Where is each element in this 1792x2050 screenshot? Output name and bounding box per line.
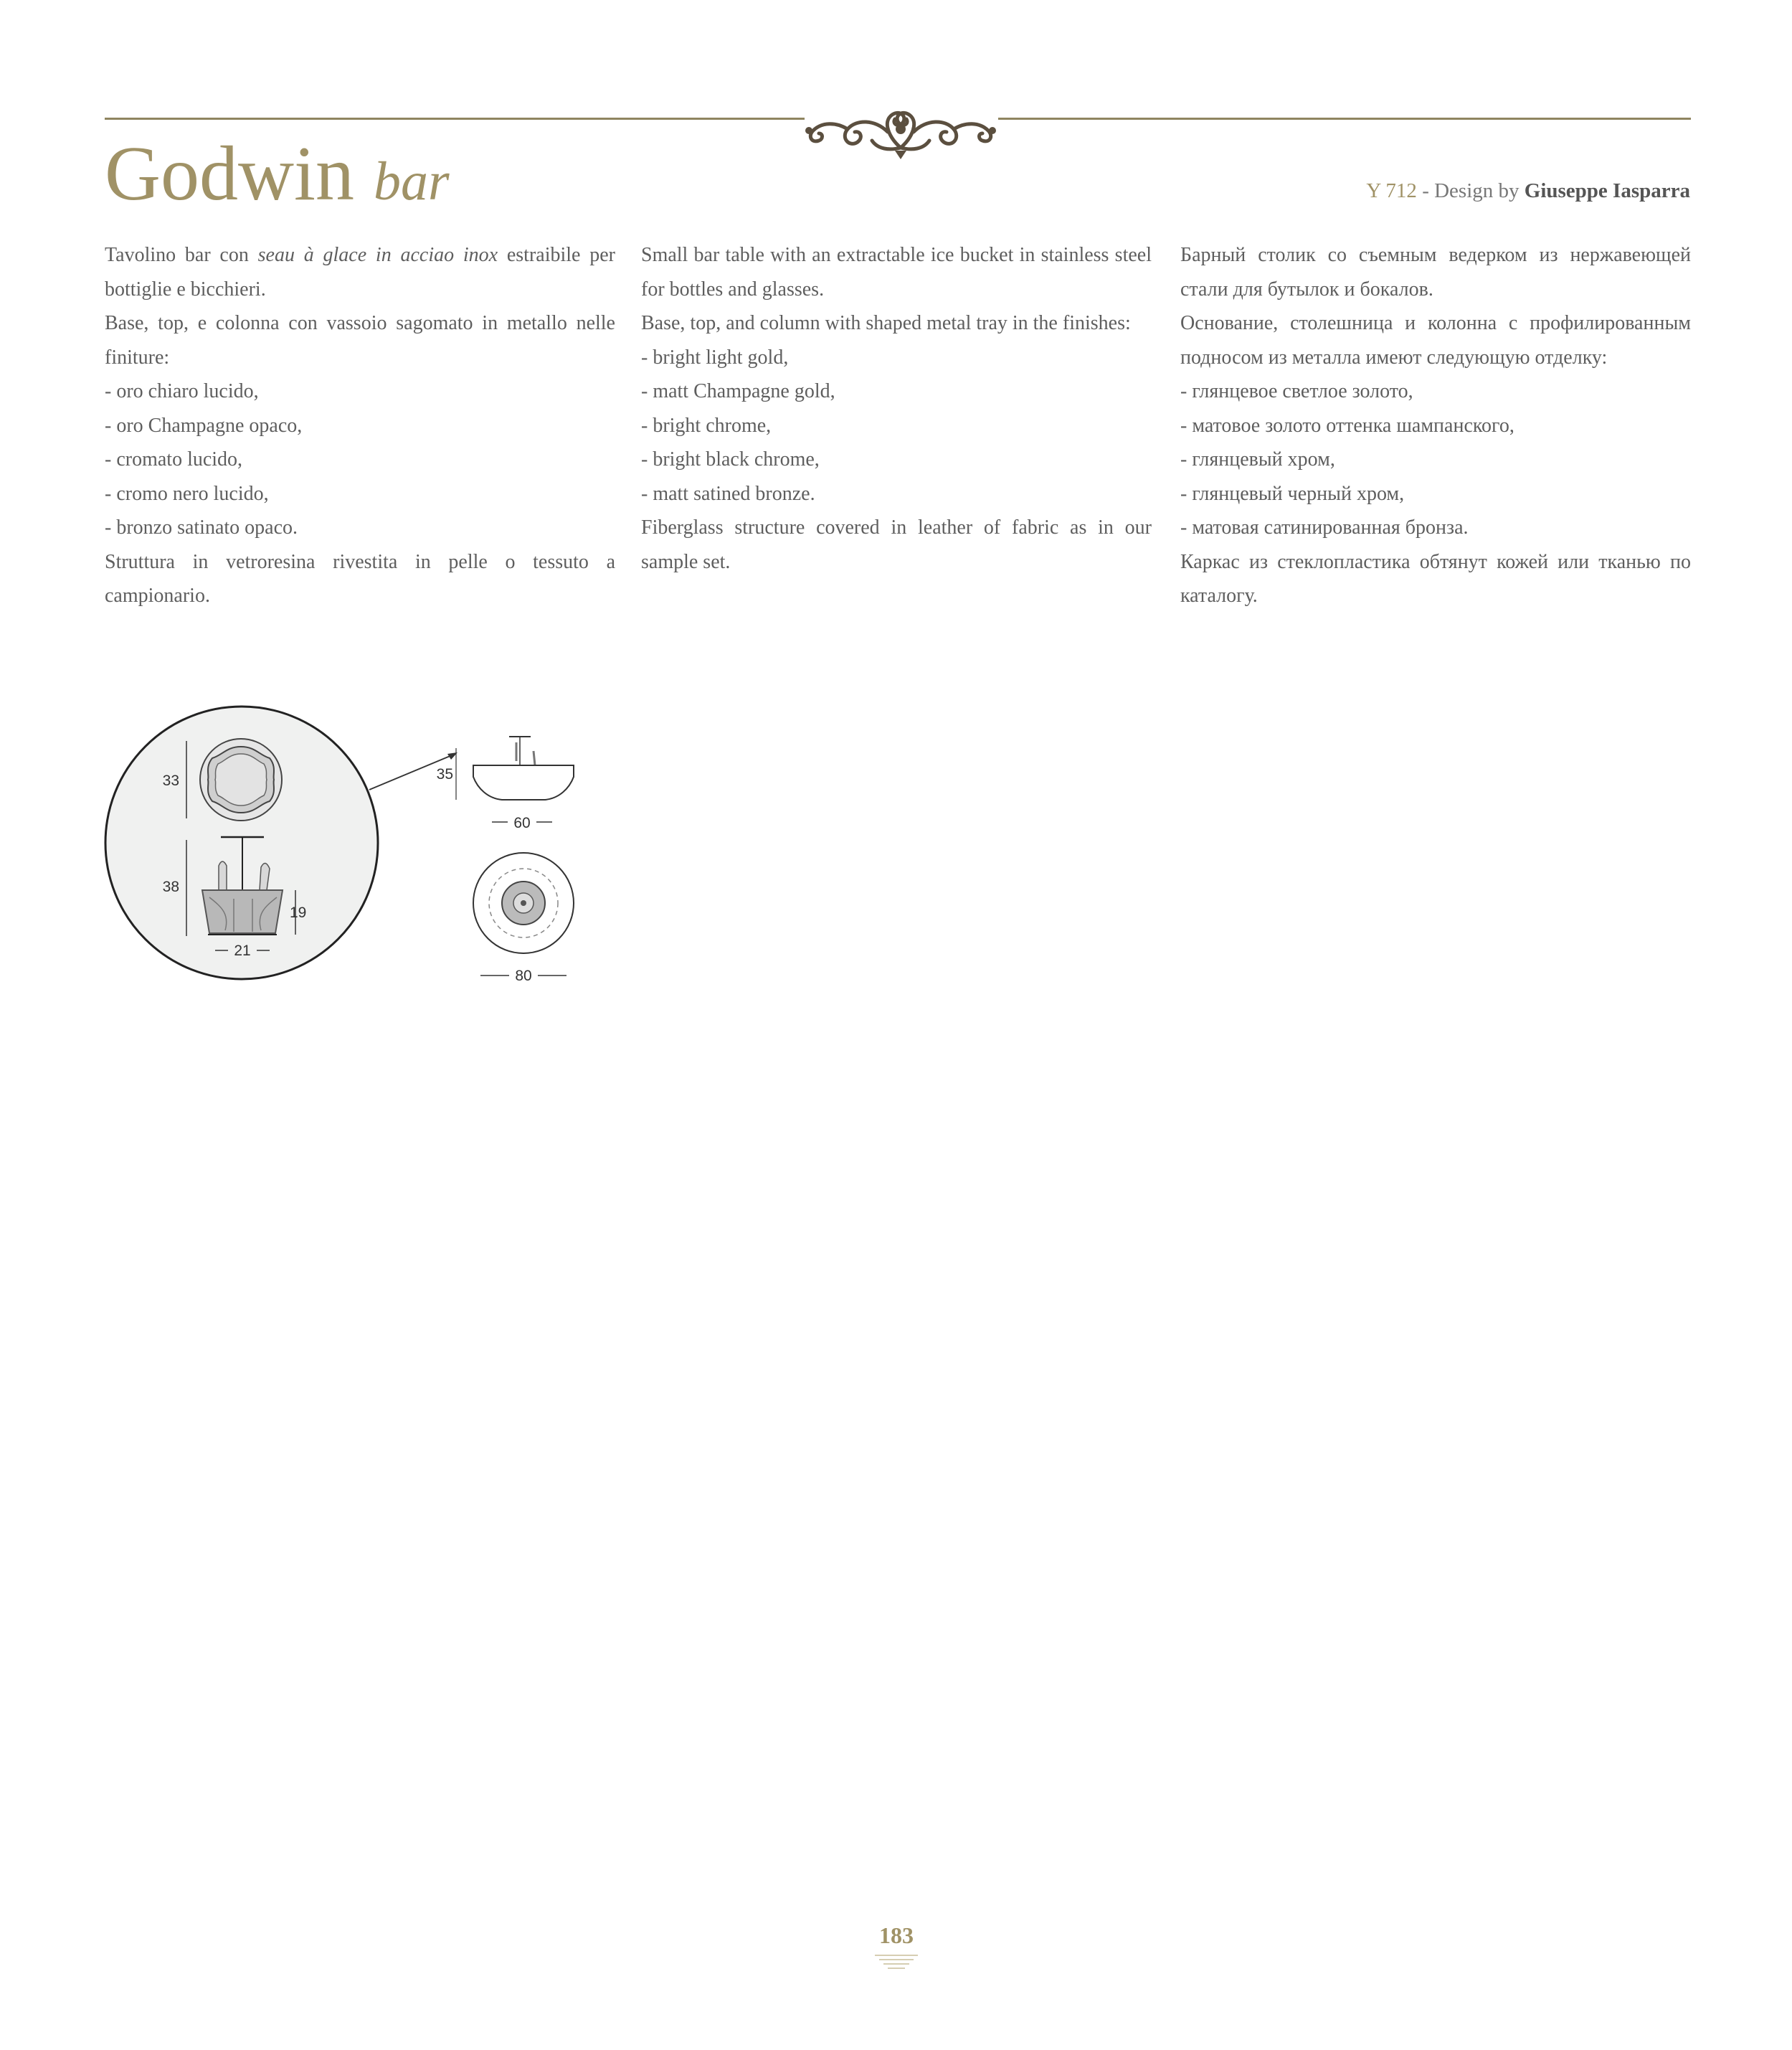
dim-table-height: 35 xyxy=(436,766,453,783)
header-rule-left xyxy=(105,118,805,120)
dim-table-width: 60 xyxy=(513,815,531,831)
structure-italian: Struttura in vetroresina rivestita in pelle o tessuto a campionario. xyxy=(105,550,615,607)
finish-item: - cromato lucido, xyxy=(105,448,243,471)
intro-italian xyxy=(105,238,615,306)
finish-intro-italian: Base, top, e colonna con vassoio sagomato in metallo nelle finiture: xyxy=(105,312,615,369)
product-name: Godwin xyxy=(105,131,354,217)
product-title xyxy=(105,128,450,228)
finish-item: - глянцевый хром, xyxy=(1180,448,1335,471)
page-number-lines-icon xyxy=(873,1952,919,1971)
dim-bucket-height: 38 xyxy=(162,879,179,895)
design-by-label: - Design by xyxy=(1416,179,1525,202)
finish-item: - глянцевое светлое золото, xyxy=(1180,380,1413,402)
finish-item: - bright black chrome, xyxy=(641,448,820,471)
intro-italian-text: Tavolino bar con xyxy=(105,244,258,266)
finish-item: - матовая сатинированная бронза. xyxy=(1180,516,1469,539)
finish-item: - глянцевый черный хром, xyxy=(1180,482,1405,505)
intro-english: Small bar table with an extractable ice bucket in stainless steel for bottles and glasses. xyxy=(641,244,1152,301)
page-number: 183 xyxy=(879,1922,914,1948)
finish-intro-english: Base, top, and column with shaped metal tray in the finishes: xyxy=(641,312,1131,334)
intro-italian-italic: seau à glace in acciao inox xyxy=(257,244,498,266)
finish-item: - bright light gold, xyxy=(641,346,789,369)
finish-item: - bronzo satinato opaco. xyxy=(105,516,298,539)
finish-item: - oro chiaro lucido, xyxy=(105,380,259,402)
description-russian xyxy=(1180,238,1691,613)
table-side-view xyxy=(473,737,574,800)
finish-item: - matt Champagne gold, xyxy=(641,380,835,402)
finish-item: - cromo nero lucido, xyxy=(105,482,269,505)
intro-italian-text-end: estraibile per bottiglie e bicchieri. xyxy=(105,244,615,301)
designer-name: Giuseppe Iasparra xyxy=(1524,179,1690,202)
structure-russian: Каркас из стеклопластика обтянут кожей или тканью по каталогу. xyxy=(1180,550,1691,607)
finish-item: - oro Champagne opaco, xyxy=(105,414,303,437)
finish-intro-russian: Основание, столешница и колонна с профилированным подносом из металла имеют следующую отделку: xyxy=(1180,312,1691,369)
tray-top-view xyxy=(200,739,282,821)
dim-table-diameter: 80 xyxy=(515,968,532,984)
finish-item: - bright chrome, xyxy=(641,414,772,437)
header-rule-right xyxy=(998,118,1691,120)
product-code-line xyxy=(1366,176,1690,205)
structure-english: Fiberglass structure covered in leather of fabric as in our sample set. xyxy=(641,516,1152,573)
dim-tray-height: 33 xyxy=(162,773,179,789)
product-code: Y 712 xyxy=(1366,179,1417,202)
technical-drawing xyxy=(100,699,588,990)
table-top-view xyxy=(473,853,574,953)
dim-bucket-width: 21 xyxy=(234,943,251,959)
flourish-ornament-icon xyxy=(803,100,998,161)
description-english xyxy=(641,238,1152,579)
dim-bucket-inner-height: 19 xyxy=(290,904,307,921)
description-italian xyxy=(105,238,615,613)
intro-russian: Барный столик со съемным ведерком из нержавеющей стали для бутылок и бокалов. xyxy=(1180,244,1691,301)
finish-item: - matt satined bronze. xyxy=(641,482,815,505)
finish-item: - матовое золото оттенка шампанского, xyxy=(1180,414,1514,437)
product-type: bar xyxy=(374,151,450,212)
